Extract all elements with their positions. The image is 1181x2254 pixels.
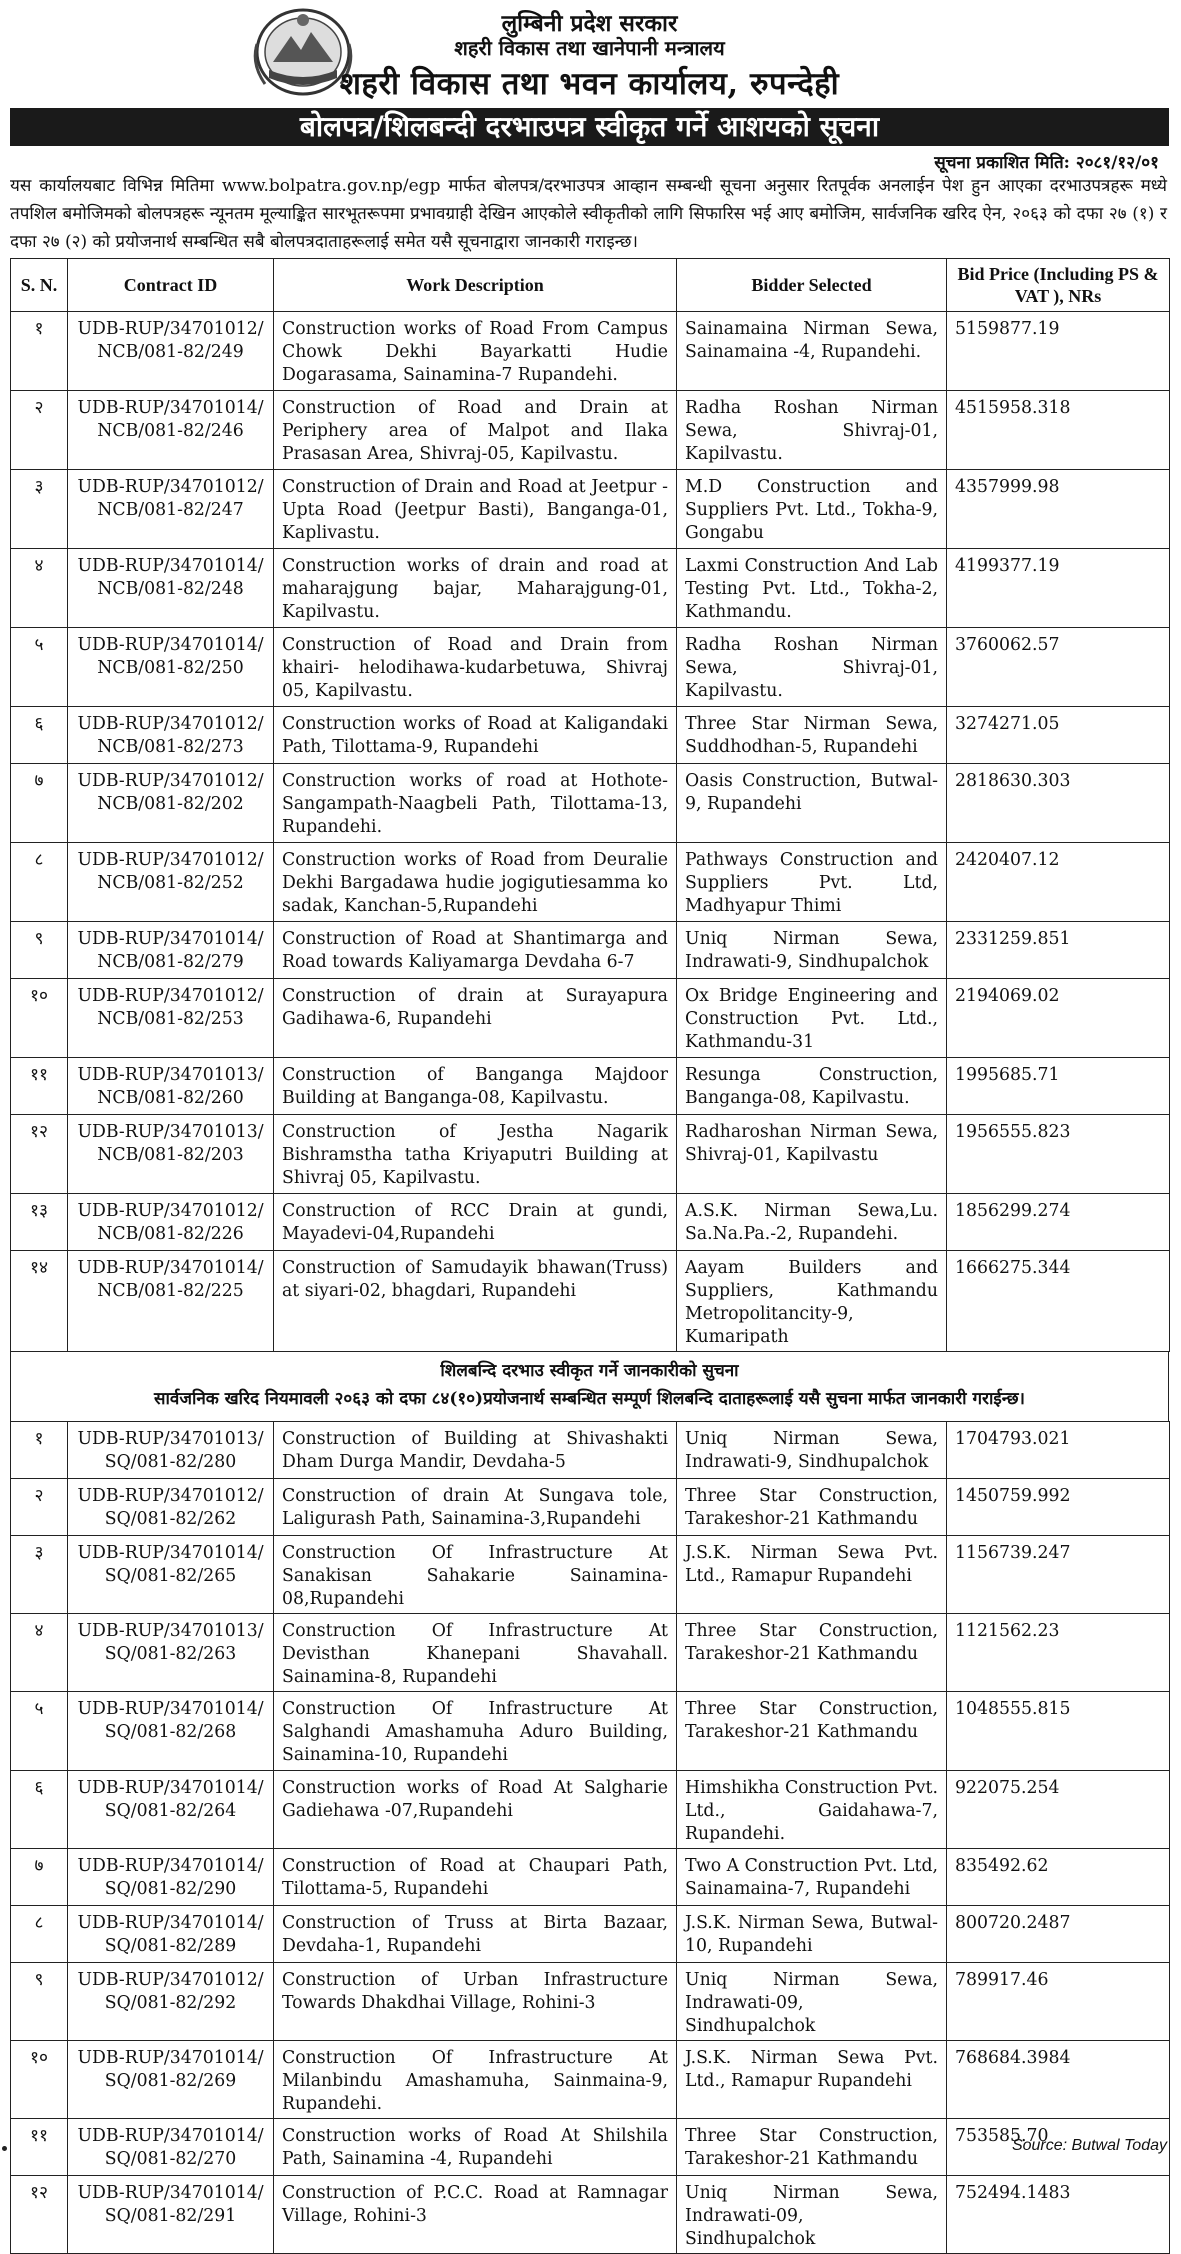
bid-price: 768684.3984 xyxy=(947,2041,1170,2119)
contract-id: UDB-RUP/34701014/ SQ/081-82/269 xyxy=(68,2041,274,2119)
row-sn: १४ xyxy=(11,1251,68,1352)
table-row xyxy=(11,1963,1170,2041)
work-description: Construction of Banganga Majdoor Building at Banganga-08, Kapilvastu. xyxy=(274,1058,677,1115)
bidder-name: Laxmi Construction And Lab Testing Pvt. Ltd., Tokha-2, Kathmandu. xyxy=(677,549,947,628)
work-description: Construction works of road at Hothote-Sangampath-Naagbeli Path, Tilottama-13, Rupandehi. xyxy=(274,764,677,843)
bid-price: 835492.62 xyxy=(947,1849,1170,1906)
government-name: लुम्बिनी प्रदेश सरकार xyxy=(501,10,678,37)
table-row xyxy=(11,922,1170,979)
contract-id: UDB-RUP/34701013/ NCB/081-82/203 xyxy=(68,1115,274,1194)
row-sn: १० xyxy=(11,2041,68,2119)
table-row xyxy=(11,1849,1170,1906)
contract-id: UDB-RUP/34701014/ NCB/081-82/248 xyxy=(68,549,274,628)
table-row xyxy=(11,979,1170,1058)
work-description: Construction of RCC Drain at gundi, Mayadevi-04,Rupandehi xyxy=(274,1194,677,1251)
notice-title-banner: बोलपत्र/शिलबन्दी दरभाउपत्र स्वीकृत गर्ने आशयको सूचना xyxy=(10,108,1169,146)
table-row xyxy=(11,2176,1170,2254)
bidder-name: Ox Bridge Engineering and Construction Pvt. Ltd., Kathmandu-31 xyxy=(677,979,947,1058)
published-date: सूचना प्रकाशित मिति: २०८१/१२/०१ xyxy=(934,153,1159,173)
contract-id: UDB-RUP/34701012/ NCB/081-82/202 xyxy=(68,764,274,843)
row-sn: ३ xyxy=(11,470,68,549)
table-row xyxy=(11,1058,1170,1115)
quotation-table xyxy=(10,1421,1170,2254)
row-sn: २ xyxy=(11,391,68,470)
bidder-name: J.S.K. Nirman Sewa Pvt. Ltd., Ramapur Rupandehi xyxy=(677,2041,947,2119)
work-description: Construction of Building at Shivashakti Dham Durga Mandir, Devdaha-5 xyxy=(274,1422,677,1479)
bidder-name: Two A Construction Pvt. Ltd, Sainamaina-7, Rupandehi xyxy=(677,1849,947,1906)
bid-price: 4357999.98 xyxy=(947,470,1170,549)
bid-price: 4199377.19 xyxy=(947,549,1170,628)
row-sn: ३ xyxy=(11,1536,68,1614)
footer-bullet xyxy=(2,2146,7,2151)
row-sn: ७ xyxy=(11,1849,68,1906)
bidder-name: Uniq Nirman Sewa, Indrawati-9, Sindhupalchok xyxy=(677,922,947,979)
bid-price: 789917.46 xyxy=(947,1963,1170,2041)
row-sn: ५ xyxy=(11,1692,68,1771)
contract-id: UDB-RUP/34701014/ NCB/081-82/225 xyxy=(68,1251,274,1352)
work-description: Construction works of Road at Kaligandaki Path, Tilottama-9, Rupandehi xyxy=(274,707,677,764)
work-description: Construction works of Road From Campus Chowk Dekhi Bayarkatti Hudie Dogarasama, Sainamina-7 Rupandehi. xyxy=(274,312,677,391)
contract-id: UDB-RUP/34701014/ SQ/081-82/268 xyxy=(68,1692,274,1771)
row-sn: ६ xyxy=(11,707,68,764)
table-row xyxy=(11,1614,1170,1692)
work-description: Construction of Road and Drain from khairi- helodihawa-kudarbetuwa, Shivraj 05, Kapilvastu. xyxy=(274,628,677,707)
bid-price: 2420407.12 xyxy=(947,843,1170,922)
work-description: Construction Of Infrastructure At Devisthan Khanepani Shavahall. Sainamina-8, Rupandehi xyxy=(274,1614,677,1692)
bidder-name: Resunga Construction, Banganga-08, Kapilvastu. xyxy=(677,1058,947,1115)
row-sn: १२ xyxy=(11,2176,68,2254)
bid-price: 922075.254 xyxy=(947,1771,1170,1849)
contract-id: UDB-RUP/34701012/ NCB/081-82/252 xyxy=(68,843,274,922)
bidder-name: Radha Roshan Nirman Sewa, Shivraj-01, Kapilvastu. xyxy=(677,391,947,470)
bid-price: 1856299.274 xyxy=(947,1194,1170,1251)
row-sn: ८ xyxy=(11,1906,68,1963)
bidder-name: J.S.K. Nirman Sewa Pvt. Ltd., Ramapur Rupandehi xyxy=(677,1536,947,1614)
quotation-table-body xyxy=(11,1422,1170,2254)
bid-price: 1704793.021 xyxy=(947,1422,1170,1479)
work-description: Construction of drain At Sungava tole, Laligurash Path, Sainamina-3,Rupandehi xyxy=(274,1479,677,1536)
work-description: Construction of Jestha Nagarik Bishramstha tatha Kriyaputri Building at Shivraj 05, Kapilvastu. xyxy=(274,1115,677,1194)
bidder-name: Three Star Construction, Tarakeshor-21 Kathmandu xyxy=(677,1614,947,1692)
contract-id: UDB-RUP/34701013/ SQ/081-82/280 xyxy=(68,1422,274,1479)
contract-id: UDB-RUP/34701012/ SQ/081-82/292 xyxy=(68,1963,274,2041)
row-sn: १० xyxy=(11,979,68,1058)
work-description: Construction of Road at Chaupari Path, Tilottama-5, Rupandehi xyxy=(274,1849,677,1906)
table-row xyxy=(11,470,1170,549)
bid-price: 1956555.823 xyxy=(947,1115,1170,1194)
bidder-name: Uniq Nirman Sewa, Indrawati-09, Sindhupalchok xyxy=(677,2176,947,2254)
bidder-name: Sainamaina Nirman Sewa, Sainamaina -4, Rupandehi. xyxy=(677,312,947,391)
contract-id: UDB-RUP/34701012/ NCB/081-82/247 xyxy=(68,470,274,549)
row-sn: ८ xyxy=(11,843,68,922)
table-row xyxy=(11,843,1170,922)
letterhead xyxy=(8,0,1171,108)
row-sn: ४ xyxy=(11,549,68,628)
work-description: Construction of Samudayik bhawan(Truss) at siyari-02, bhagdari, Rupandehi xyxy=(274,1251,677,1352)
table-row xyxy=(11,2041,1170,2119)
row-sn: ६ xyxy=(11,1771,68,1849)
bid-price: 1666275.344 xyxy=(947,1251,1170,1352)
bidder-name: Uniq Nirman Sewa, Indrawati-09, Sindhupalchok xyxy=(677,1963,947,2041)
bidder-name: A.S.K. Nirman Sewa,Lu. Sa.Na.Pa.-2, Rupandehi. xyxy=(677,1194,947,1251)
section2-text: सार्वजनिक खरिद नियमावली २०६३ को दफा ८४(१०)प्रयोजनार्थ सम्बन्धित सम्पूर्ण शिलबन्दि दाताहरूलाई यसै सुचना मार्फत जानकारी गराईन्छ। xyxy=(154,1389,1025,1409)
row-sn: १ xyxy=(11,312,68,391)
contract-id: UDB-RUP/34701014/ SQ/081-82/270 xyxy=(68,2119,274,2176)
row-sn: ४ xyxy=(11,1614,68,1692)
table-row xyxy=(11,628,1170,707)
row-sn: ११ xyxy=(11,1058,68,1115)
row-sn: २ xyxy=(11,1479,68,1536)
bid-price: 3760062.57 xyxy=(947,628,1170,707)
bid-price: 2194069.02 xyxy=(947,979,1170,1058)
office-name: शहरी विकास तथा भवन कार्यालय, रुपन्देही xyxy=(339,66,840,102)
table-row xyxy=(11,391,1170,470)
work-description: Construction works of Road At Salgharie Gadiehawa -07,Rupandehi xyxy=(274,1771,677,1849)
bidder-name: Oasis Construction, Butwal-9, Rupandehi xyxy=(677,764,947,843)
work-description: Construction of Road at Shantimarga and Road towards Kaliyamarga Devdaha 6-7 xyxy=(274,922,677,979)
bid-table xyxy=(10,258,1170,1352)
row-sn: १३ xyxy=(11,1194,68,1251)
contract-id: UDB-RUP/34701014/ NCB/081-82/279 xyxy=(68,922,274,979)
bid-price: 1121562.23 xyxy=(947,1614,1170,1692)
bid-price: 2331259.851 xyxy=(947,922,1170,979)
contract-id: UDB-RUP/34701014/ NCB/081-82/246 xyxy=(68,391,274,470)
bidder-name: Three Star Nirman Sewa, Suddhodhan-5, Rupandehi xyxy=(677,707,947,764)
work-description: Construction of Urban Infrastructure Towards Dhakdhai Village, Rohini-3 xyxy=(274,1963,677,2041)
row-sn: ७ xyxy=(11,764,68,843)
bidder-name: Three Star Construction, Tarakeshor-21 Kathmandu xyxy=(677,1479,947,1536)
bid-price: 1048555.815 xyxy=(947,1692,1170,1771)
work-description: Construction of Truss at Birta Bazaar, Devdaha-1, Rupandehi xyxy=(274,1906,677,1963)
contract-id: UDB-RUP/34701013/ SQ/081-82/263 xyxy=(68,1614,274,1692)
contract-id: UDB-RUP/34701012/ NCB/081-82/226 xyxy=(68,1194,274,1251)
row-sn: ५ xyxy=(11,628,68,707)
table-header-row xyxy=(11,259,1170,312)
table-row xyxy=(11,764,1170,843)
bidder-name: Himshikha Construction Pvt. Ltd., Gaidahawa-7, Rupandehi. xyxy=(677,1771,947,1849)
bidder-name: Aayam Builders and Suppliers, Kathmandu Metropolitancity-9, Kumaripath xyxy=(677,1251,947,1352)
table-row xyxy=(11,1251,1170,1352)
bidder-name: Three Star Construction, Tarakeshor-21 Kathmandu xyxy=(677,1692,947,1771)
bidder-name: Radharoshan Nirman Sewa, Shivraj-01, Kapilvastu xyxy=(677,1115,947,1194)
contract-id: UDB-RUP/34701012/ NCB/081-82/273 xyxy=(68,707,274,764)
intro-paragraph: यस कार्यालयबाट विभिन्न मितिमा www.bolpatra.gov.np/egp मार्फत बोलपत्र/दरभाउपत्र आव्हान सम्बन्धी सूचना अनुसार रितपूर्वक अनलाईन पेश हुन आएका दरभाउपत्रहरू मध्ये तपशिल बमोजिमको बोलपत्रहरू न्यूनतम मूल्याङ्कित सारभूतरूपमा प्रभावग्राही देखिन आएकोले स्वीकृतीको लागि सिफारिस भई आए बमोजिम, सार्वजनिक खरिद ऐन, २०६३ को दफा २७ (१) र दफा २७ (२) को प्रयोजनार्थ सम्बन्धित सबै बोलपत्रदाताहरूलाई समेत यसै सूचनाद्वारा जानकारी गराइन्छ। xyxy=(10,176,1167,252)
bid-price: 1450759.992 xyxy=(947,1479,1170,1536)
col-sn: S. N. xyxy=(11,259,68,312)
work-description: Construction of drain at Surayapura Gadihawa-6, Rupandehi xyxy=(274,979,677,1058)
table-row xyxy=(11,1906,1170,1963)
table-row xyxy=(11,312,1170,391)
contract-id: UDB-RUP/34701014/ SQ/081-82/264 xyxy=(68,1771,274,1849)
bidder-name: M.D Construction and Suppliers Pvt. Ltd., Tokha-9, Gongabu xyxy=(677,470,947,549)
sealed-quotation-notice xyxy=(10,1351,1169,1421)
table-row xyxy=(11,707,1170,764)
work-description: Construction works of Road from Deuralie Dekhi Bargadawa hudie jogigutiesamma ko sadak, Kanchan-5,Rupandehi xyxy=(274,843,677,922)
contract-id: UDB-RUP/34701014/ SQ/081-82/290 xyxy=(68,1849,274,1906)
section2-title: शिलबन्दि दरभाउ स्वीकृत गर्ने जानकारीको सुचना xyxy=(440,1361,739,1381)
contract-id: UDB-RUP/34701014/ SQ/081-82/289 xyxy=(68,1906,274,1963)
bid-price: 1156739.247 xyxy=(947,1536,1170,1614)
col-bidder: Bidder Selected xyxy=(677,259,947,312)
work-description: Construction works of Road At Shilshila Path, Sainamina -4, Rupandehi xyxy=(274,2119,677,2176)
contract-id: UDB-RUP/34701014/ NCB/081-82/250 xyxy=(68,628,274,707)
bid-price: 3274271.05 xyxy=(947,707,1170,764)
table-row xyxy=(11,1194,1170,1251)
bidder-name: Three Star Construction, Tarakeshor-21 Kathmandu xyxy=(677,2119,947,2176)
table-row xyxy=(11,1479,1170,1536)
bid-price: 1995685.71 xyxy=(947,1058,1170,1115)
contract-id: UDB-RUP/34701012/ SQ/081-82/262 xyxy=(68,1479,274,1536)
source-credit: Source: Butwal Today xyxy=(1011,2137,1167,2154)
bid-price: 753585.70 xyxy=(947,2119,1170,2176)
bidder-name: J.S.K. Nirman Sewa, Butwal-10, Rupandehi xyxy=(677,1906,947,1963)
contract-id: UDB-RUP/34701014/ SQ/081-82/291 xyxy=(68,2176,274,2254)
work-description: Construction of Road and Drain at Periphery area of Malpot and Ilaka Prasasan Area, Shivraj-05, Kapilvastu. xyxy=(274,391,677,470)
table-row xyxy=(11,549,1170,628)
table-row xyxy=(11,1771,1170,1849)
col-contract-id: Contract ID xyxy=(68,259,274,312)
contract-id: UDB-RUP/34701012/ NCB/081-82/253 xyxy=(68,979,274,1058)
col-bid-price: Bid Price (Including PS & VAT ), NRs xyxy=(947,259,1170,312)
table-row xyxy=(11,1115,1170,1194)
bidder-name: Uniq Nirman Sewa, Indrawati-9, Sindhupalchok xyxy=(677,1422,947,1479)
table-row xyxy=(11,1422,1170,1479)
work-description: Construction of P.C.C. Road at Ramnagar Village, Rohini-3 xyxy=(274,2176,677,2254)
bid-price: 752494.1483 xyxy=(947,2176,1170,2254)
row-sn: ९ xyxy=(11,1963,68,2041)
table-row xyxy=(11,1692,1170,1771)
work-description: Construction works of drain and road at maharajgung bajar, Maharajgung-01, Kapilvastu. xyxy=(274,549,677,628)
bid-price: 5159877.19 xyxy=(947,312,1170,391)
bid-price: 800720.2487 xyxy=(947,1906,1170,1963)
work-description: Construction Of Infrastructure At Milanbindu Amashamuha, Sainmaina-9, Rupandehi. xyxy=(274,2041,677,2119)
bidder-name: Pathways Construction and Suppliers Pvt. Ltd, Madhyapur Thimi xyxy=(677,843,947,922)
col-work-description: Work Description xyxy=(274,259,677,312)
table-row xyxy=(11,1536,1170,1614)
row-sn: १ xyxy=(11,1422,68,1479)
work-description: Construction Of Infrastructure At Sanakisan Sahakarie Sainamina-08,Rupandehi xyxy=(274,1536,677,1614)
bid-table-body xyxy=(11,312,1170,1352)
row-sn: ११ xyxy=(11,2119,68,2176)
bidder-name: Radha Roshan Nirman Sewa, Shivraj-01, Kapilvastu. xyxy=(677,628,947,707)
bid-price: 2818630.303 xyxy=(947,764,1170,843)
bid-price: 4515958.318 xyxy=(947,391,1170,470)
work-description: Construction of Drain and Road at Jeetpur - Upta Road (Jeetpur Basti), Banganga-01, Kaplivastu. xyxy=(274,470,677,549)
contract-id: UDB-RUP/34701013/ NCB/081-82/260 xyxy=(68,1058,274,1115)
work-description: Construction Of Infrastructure At Salghandi Amashamuha Aduro Building, Sainamina-10, Rupandehi xyxy=(274,1692,677,1771)
ministry-name: शहरी विकास तथा खानेपानी मन्त्रालय xyxy=(454,36,725,60)
row-sn: ९ xyxy=(11,922,68,979)
table-row xyxy=(11,2119,1170,2176)
contract-id: UDB-RUP/34701014/ SQ/081-82/265 xyxy=(68,1536,274,1614)
contract-id: UDB-RUP/34701012/ NCB/081-82/249 xyxy=(68,312,274,391)
row-sn: १२ xyxy=(11,1115,68,1194)
